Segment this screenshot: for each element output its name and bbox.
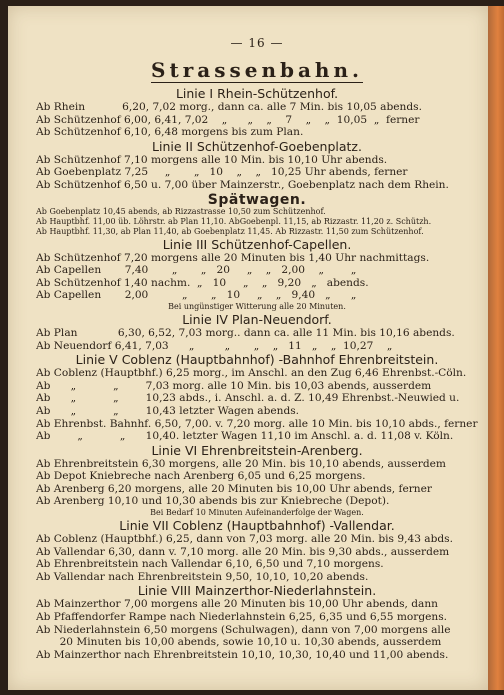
timetable-entry: Ab „ „ 7,03 morg. alle 10 Min. bis 10,03 abends, ausserdem <box>36 379 432 392</box>
timetable-entry: Ab Arenberg 10,10 und 10,30 abends bis zur Kniebreche (Depot). <box>36 495 390 508</box>
timetable-entry: Ab Arenberg 6,20 morgens, alle 20 Minuten bis 10,00 Uhr abends, ferner <box>36 482 432 495</box>
page-title-text: Strassenbahn. <box>151 58 363 82</box>
timetable-entry: Ab Niederlahnstein 6,50 morgens (Schulwagen), dann von 7,00 morgens alle <box>36 623 451 636</box>
timetable-note: Bei Bedarf 10 Minuten Aufeinanderfolge der Wagen. <box>150 508 364 518</box>
timetable-entry: Ab Coblenz (Hauptbhf.) 6,25, dann von 7,03 morg. alle 20 Min. bis 9,43 abds. <box>36 533 453 546</box>
timetable-entry: Ab Depot Kniebreche nach Arenberg 6,05 und 6,25 morgens. <box>36 470 366 483</box>
timetable-entry: 20 Minuten bis 10,00 abends, sowie 10,10 u. 10,30 abends, ausserdem <box>36 636 442 649</box>
timetable-entry: Ab „ „ 10,43 letzter Wagen abends. <box>36 404 300 417</box>
timetable-entry: Ab Schützenhof 7,10 morgens alle 10 Min. bis 10,10 Uhr abends. <box>36 153 388 166</box>
timetable-entry: Ab Plan 6,30, 6,52, 7,03 morg.. dann ca. alle 11 Min. bis 10,16 abends. <box>36 326 455 339</box>
line-header: Linie VIII Mainzerthor-Niederlahnstein. <box>137 583 377 599</box>
page-edge <box>488 6 504 690</box>
timetable-entry: Ab Neuendorf 6,41, 7,03 „ „ „ „ 11 „ „ 10,27 „ <box>36 339 393 352</box>
timetable-entry: Ab Schützenhof 6,00, 6,41, 7,02 „ „ „ 7 „ „ 10,05 „ ferner <box>36 113 420 126</box>
page-title <box>36 58 478 82</box>
timetable-entry: Ab Vallendar nach Ehrenbreitstein 9,50, 10,10, 10,20 abends. <box>36 570 369 583</box>
line-header: Linie I Rhein-Schützenhof. <box>175 86 339 101</box>
line-header: Linie II Schützenhof-Goebenplatz. <box>152 138 362 154</box>
line-header: Linie IV Plan-Neuendorf. <box>182 311 332 327</box>
timetable-entry: Ab Ehrenbreitstein 6,30 morgens, alle 20 Min. bis 10,10 abends, ausserdem <box>36 457 446 470</box>
timetable-entry: Ab Schützenhof 6,10, 6,48 morgens bis zum Plan. <box>36 126 304 139</box>
line-header: Linie III Schützenhof-Capellen. <box>162 236 352 252</box>
timetable-entry: Ab Capellen 2,00 „ „ 10 „ „ 9,40 „ „ <box>36 289 357 302</box>
timetable-entry: Ab Vallendar 6,30, dann v. 7,10 morg. alle 20 Min. bis 9,30 abds., ausserdem <box>36 545 450 558</box>
timetable-entry: Ab Coblenz (Hauptbhf.) 6,25 morg., im Anschl. an den Zug 6,46 Ehrenbst.-Cöln. <box>36 367 467 380</box>
timetable-entry: Ab Ehrenbst. Bahnhf. 6,50, 7,00. v. 7,20 morg. alle 10 Min. bis 10,10 abds., ferner <box>36 417 478 430</box>
timetable-entry: Ab Mainzerthor 7,00 morgens alle 20 Minuten bis 10,00 Uhr abends, dann <box>36 598 439 611</box>
timetable-entry-small: Ab Hauptbhf. 11,30, ab Plan 11,40, ab Goebenplatz 11,45. Ab Rizzastr. 11,50 zum Schützenhof. <box>36 226 424 236</box>
line-header: Linie V Coblenz (Hauptbahnhof) -Bahnhof Ehrenbreitstein. <box>75 352 439 368</box>
line-header: Linie VI Ehrenbreitstein-Arenberg. <box>151 442 363 458</box>
timetable-note: Bei ungünstiger Witterung alle 20 Minuten. <box>168 301 346 311</box>
timetable-entry: Ab Mainzerthor nach Ehrenbreitstein 10,10, 10,30, 10,40 und 11,00 abends. <box>36 648 449 661</box>
book-page <box>8 6 488 690</box>
timetable-entry: Ab „ „ 10,40. letzter Wagen 11,10 im Anschl. a. d. 11,08 v. Köln. <box>36 430 454 443</box>
timetable <box>36 86 478 661</box>
timetable-entry: Ab Goebenplatz 7,25 „ „ 10 „ „ 10,25 Uhr abends, ferner <box>36 166 408 179</box>
timetable-entry: Ab Ehrenbreitstein nach Vallendar 6,10, 6,50 und 7,10 morgens. <box>36 558 384 571</box>
timetable-entry: Ab Schützenhof 7,20 morgens alle 20 Minuten bis 1,40 Uhr nachmittags. <box>36 251 430 264</box>
timetable-entry: Ab Capellen 7,40 „ „ 20 „ „ 2,00 „ „ <box>36 264 357 277</box>
timetable-entry: Ab „ „ 10,23 abds., i. Anschl. a. d. Z. 10,49 Ehrenbst.-Neuwied u. <box>36 392 460 405</box>
timetable-entry: Ab Schützenhof 6,50 u. 7,00 über Mainzerstr., Goebenplatz nach dem Rhein. <box>36 178 449 191</box>
timetable-entry: Ab Rhein 6,20, 7,02 morg., dann ca. alle 7 Min. bis 10,05 abends. <box>36 101 422 113</box>
timetable-entry-small: Ab Hauptbhf. 11,00 üb. Löhrstr. ab Plan 11,10. AbGoebenpl. 11,15, ab Rizzastr. 11,20 z. Schützh. <box>36 216 432 226</box>
line-header: Linie VII Coblenz (Hauptbahnhof) -Vallendar. <box>119 518 395 534</box>
line-header: Spätwagen. <box>207 191 307 208</box>
timetable-entry: Ab Schützenhof 1,40 nachm. „ 10 „ „ 9,20 „ abends. <box>36 276 369 289</box>
page-number: — 16 — <box>230 36 284 50</box>
timetable-entry-small: Ab Goebenplatz 10,45 abends, ab Rizzastrasse 10,50 zum Schützenhof. <box>36 206 326 216</box>
timetable-entry: Ab Pfaffendorfer Rampe nach Niederlahnstein 6,25, 6,35 und 6,55 morgens. <box>36 611 448 624</box>
